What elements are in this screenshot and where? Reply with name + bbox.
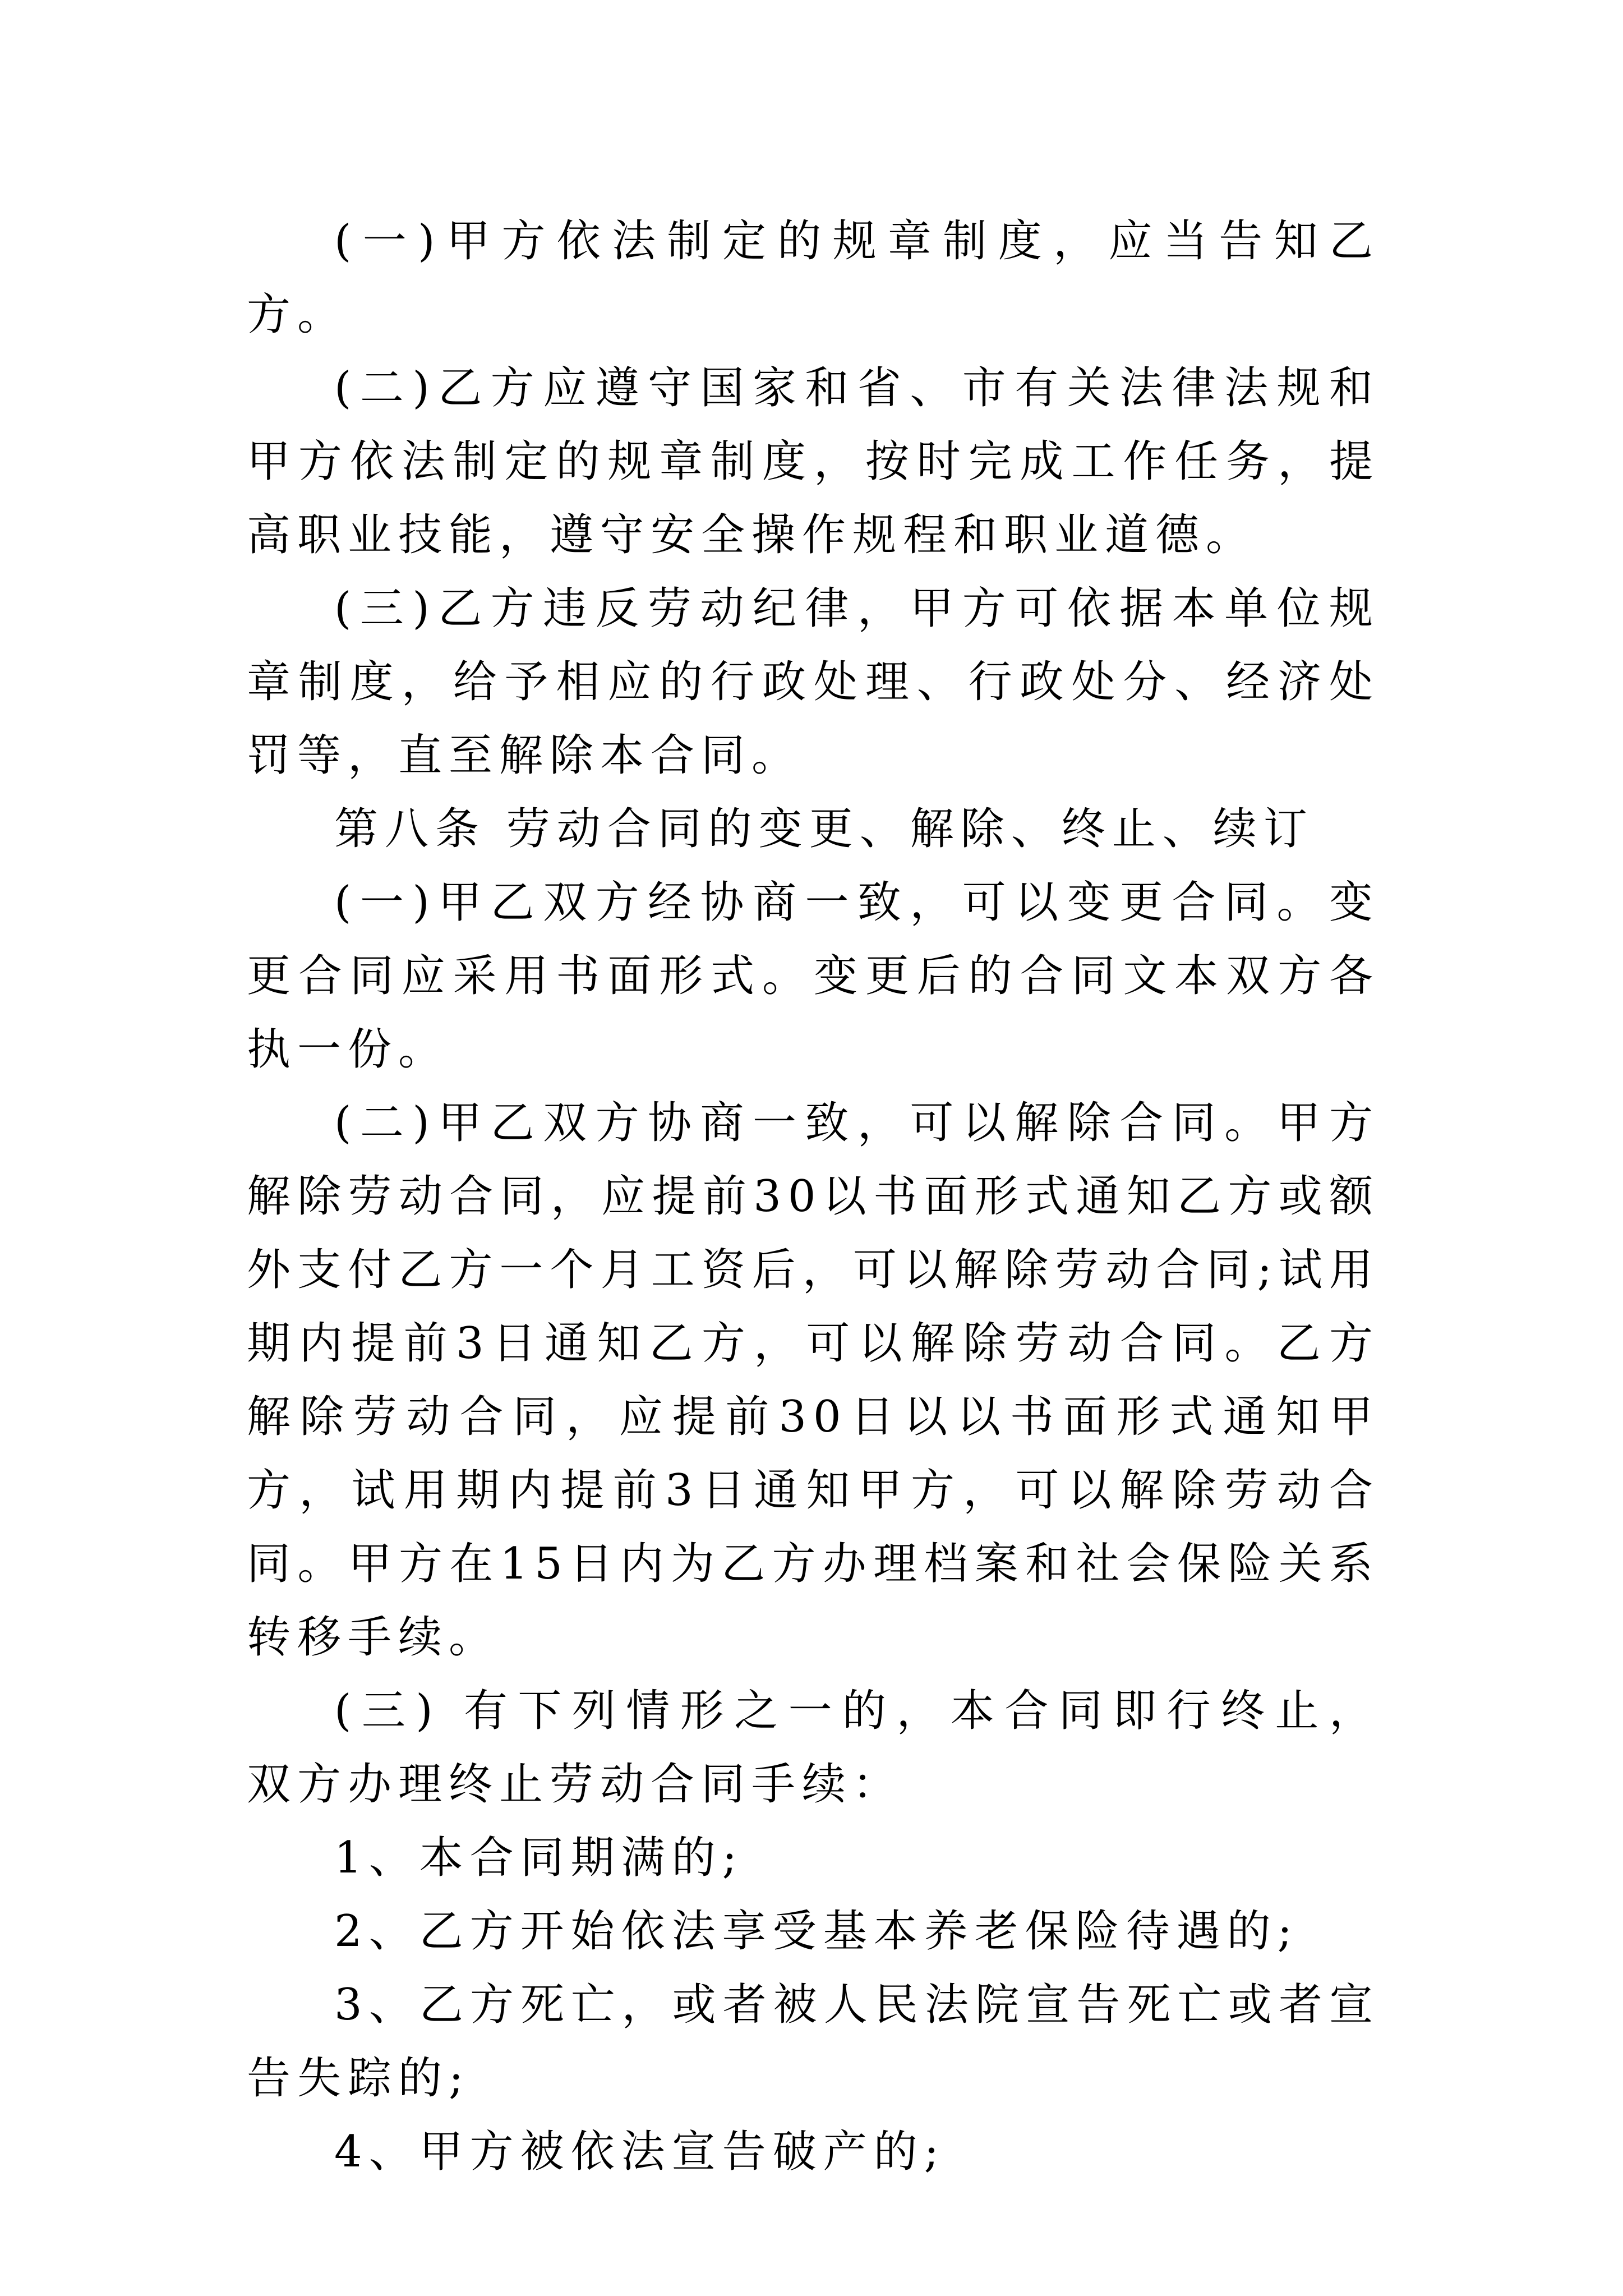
article-heading: 第八条 劳动合同的变更、解除、终止、续订 (334, 804, 1314, 854)
list-item-2: 2、乙方开始依法享受基本养老保险待遇的; (334, 1906, 1299, 1957)
paragraph-5: (一)甲乙双方经协商一致，可以变更合同。变更合同应采用书面形式。变更后的合同文本双方各执一份。 (247, 877, 1380, 1075)
paragraph-7: (三) 有下列情形之一的，本合同即行终止， 双方办理终止劳动合同手续： (247, 1686, 1380, 1810)
document-body (247, 205, 1380, 2189)
paragraph-3: (三)乙方违反劳动纪律，甲方可依据本单位规章制度，给予相应的行政处理、行政处分、经济处罚等，直至解除本合同。 (247, 583, 1380, 781)
list-item-3: 3、乙方死亡，或者被人民法院宣告死亡或者宣告失踪的; (247, 1980, 1380, 2104)
paragraph-6: (二)甲乙双方协商一致，可以解除合同。甲方解除劳动合同，应提前30以书面形式通知乙方或额外支付乙方一个月工资后，可以解除劳动合同;试用期内提前3日通知乙方，可以解除劳动合同。乙方解除劳动合同，应提前30日以以书面形式通知甲方，试用期内提前3日通知甲方，可以解除劳动合同。甲方在15日内为乙方办理档案和社会保险关系转移手续。 (247, 1098, 1380, 1663)
paragraph-2: (二)乙方应遵守国家和省、市有关法律法规和甲方依法制定的规章制度，按时完成工作任务，提高职业技能，遵守安全操作规程和职业道德。 (247, 363, 1380, 560)
list-item-4: 4、甲方被依法宣告破产的; (334, 2127, 946, 2177)
list-item-1: 1、本合同期满的; (334, 1833, 744, 1883)
paragraph-1: (一)甲方依法制定的规章制度，应当告知乙方。 (247, 216, 1380, 340)
